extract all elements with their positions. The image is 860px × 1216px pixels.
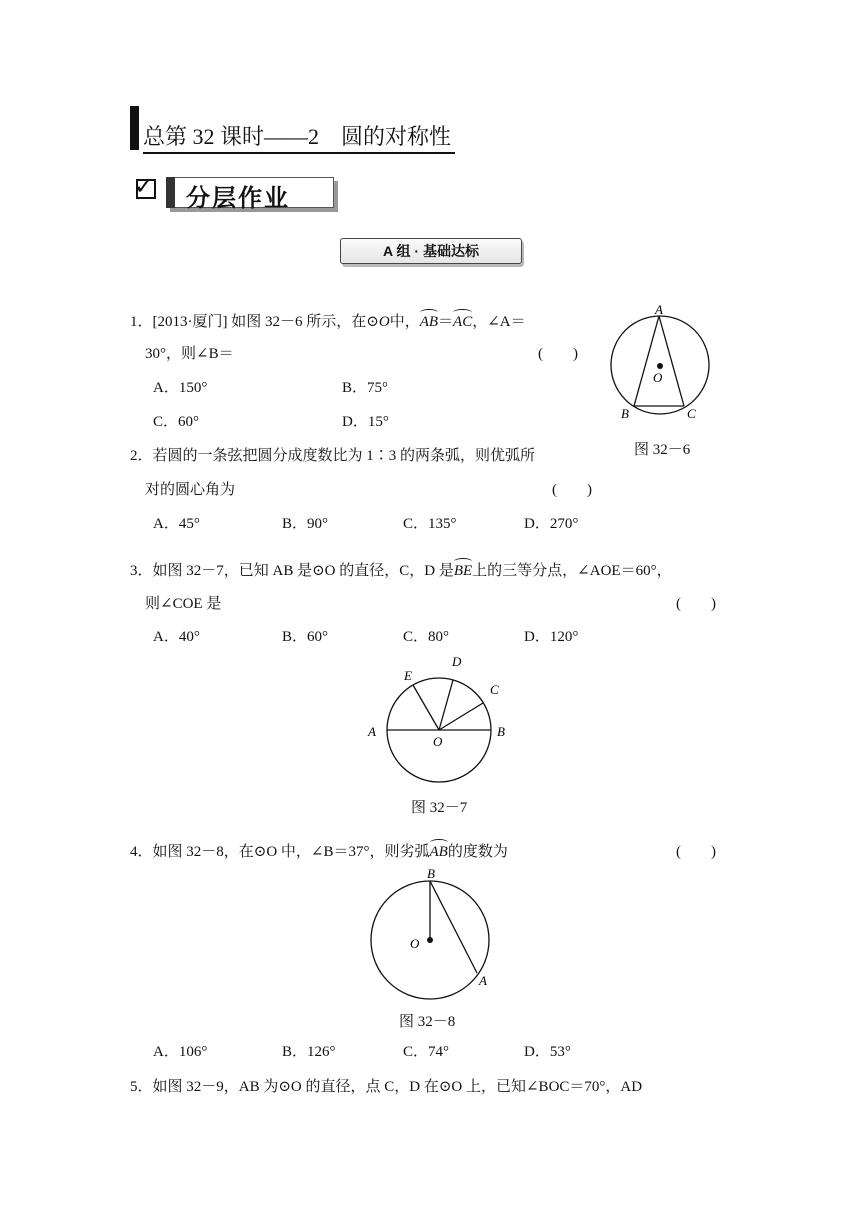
equals-sign: ＝	[438, 314, 454, 330]
chord-ab	[634, 316, 659, 406]
question-3-line-2: 则∠COE 是	[145, 596, 222, 612]
question-text: 上的三等分点，∠AOE＝60°，	[472, 563, 672, 579]
question-number: 4．	[130, 844, 153, 860]
question-1-option-a[interactable]: A．150°	[153, 380, 208, 396]
question-source: [2013·厦门]	[152, 314, 228, 330]
question-1-option-b[interactable]: B．75°	[342, 380, 389, 396]
question-3-option-b[interactable]: B．60°	[282, 629, 329, 645]
question-text: 如图 32－9，AB 为⊙O 的直径，点 C，D 在⊙O 上，已知∠BOC＝70°，AD	[152, 1079, 643, 1095]
label-o: O	[433, 734, 443, 749]
label-a: A	[479, 973, 487, 988]
arc-ab: AB	[429, 844, 448, 860]
question-1-option-d[interactable]: D．15°	[342, 414, 389, 430]
question-text: 如图 32－8，在⊙O 中，∠B＝37°，则劣弧	[152, 844, 430, 860]
figure-32-8	[362, 862, 502, 1002]
question-2-answer-paren: ( )	[552, 482, 592, 498]
page-title: 总第 32 课时——2 圆的对称性	[143, 122, 455, 154]
question-4-option-d[interactable]: D．53°	[524, 1044, 571, 1060]
question-1-option-c[interactable]: C．60°	[153, 414, 200, 430]
title-bar-decoration	[130, 106, 139, 150]
section-badge-label: 分层作业	[186, 183, 290, 212]
figure-32-8-caption: 图 32－8	[399, 1014, 456, 1030]
question-1-answer-paren: ( )	[538, 346, 578, 362]
center-point	[427, 937, 433, 943]
figure-32-6	[600, 300, 720, 430]
arc-be: BE	[453, 563, 473, 579]
question-number: 2．	[130, 448, 153, 464]
circle-name: O	[378, 314, 390, 330]
question-1-line-2: 30°，则∠B＝	[145, 346, 234, 362]
label-c: C	[490, 682, 499, 697]
question-2-line-2: 对的圆心角为	[145, 482, 236, 498]
label-d: D	[452, 654, 462, 669]
chord-ba	[430, 881, 477, 973]
question-3-option-a[interactable]: A．40°	[153, 629, 200, 645]
question-text: 如图 32－6 所示，在⊙	[231, 314, 379, 330]
center-point	[657, 363, 663, 369]
label-o: O	[653, 370, 663, 385]
arc-ab: AB	[419, 314, 439, 330]
question-4-answer-paren: ( )	[676, 844, 716, 860]
question-number: 3．	[130, 563, 153, 579]
question-2-option-c[interactable]: C．135°	[403, 516, 457, 532]
question-text: 中，	[389, 314, 420, 330]
question-3-option-d[interactable]: D．120°	[524, 629, 579, 645]
radius-oe	[413, 685, 439, 730]
question-number: 1．	[130, 314, 153, 330]
label-b: B	[427, 866, 435, 881]
question-1-line-1	[130, 312, 526, 332]
label-b: B	[621, 406, 629, 421]
label-a: A	[368, 724, 376, 739]
question-2-line-1	[130, 446, 535, 466]
question-3-answer-paren: ( )	[676, 596, 716, 612]
question-text: 的度数为	[447, 844, 508, 860]
question-number: 5．	[130, 1079, 153, 1095]
label-a: A	[655, 302, 663, 317]
label-c: C	[687, 406, 696, 421]
section-badge-tab	[166, 177, 175, 208]
question-text: ，∠A＝	[472, 314, 526, 330]
group-label: A 组 · 基础达标	[383, 243, 479, 259]
question-3-option-c[interactable]: C．80°	[403, 629, 450, 645]
question-text: 若圆的一条弦把圆分成度数比为 1∶3 的两条弧，则优弧所	[152, 448, 536, 464]
label-e: E	[404, 668, 412, 683]
figure-32-7-caption: 图 32－7	[411, 800, 468, 816]
label-b: B	[497, 724, 505, 739]
question-4-option-c[interactable]: C．74°	[403, 1044, 450, 1060]
question-2-option-b[interactable]: B．90°	[282, 516, 329, 532]
figure-32-6-caption: 图 32－6	[634, 442, 691, 458]
question-3-line-1	[130, 561, 672, 581]
question-text: 如图 32－7，已知 AB 是⊙O 的直径，C，D 是	[152, 563, 454, 579]
question-2-option-a[interactable]: A．45°	[153, 516, 200, 532]
question-5-line-1	[130, 1077, 642, 1097]
question-4-option-a[interactable]: A．106°	[153, 1044, 208, 1060]
chord-ac	[659, 316, 684, 406]
question-4-option-b[interactable]: B．126°	[282, 1044, 336, 1060]
arc-ac: AC	[453, 314, 473, 330]
checkmark-icon: ✓	[134, 173, 155, 200]
question-2-option-d[interactable]: D．270°	[524, 516, 579, 532]
label-o: O	[410, 936, 420, 951]
figure-32-7	[362, 650, 522, 790]
question-4-line-1	[130, 842, 508, 862]
